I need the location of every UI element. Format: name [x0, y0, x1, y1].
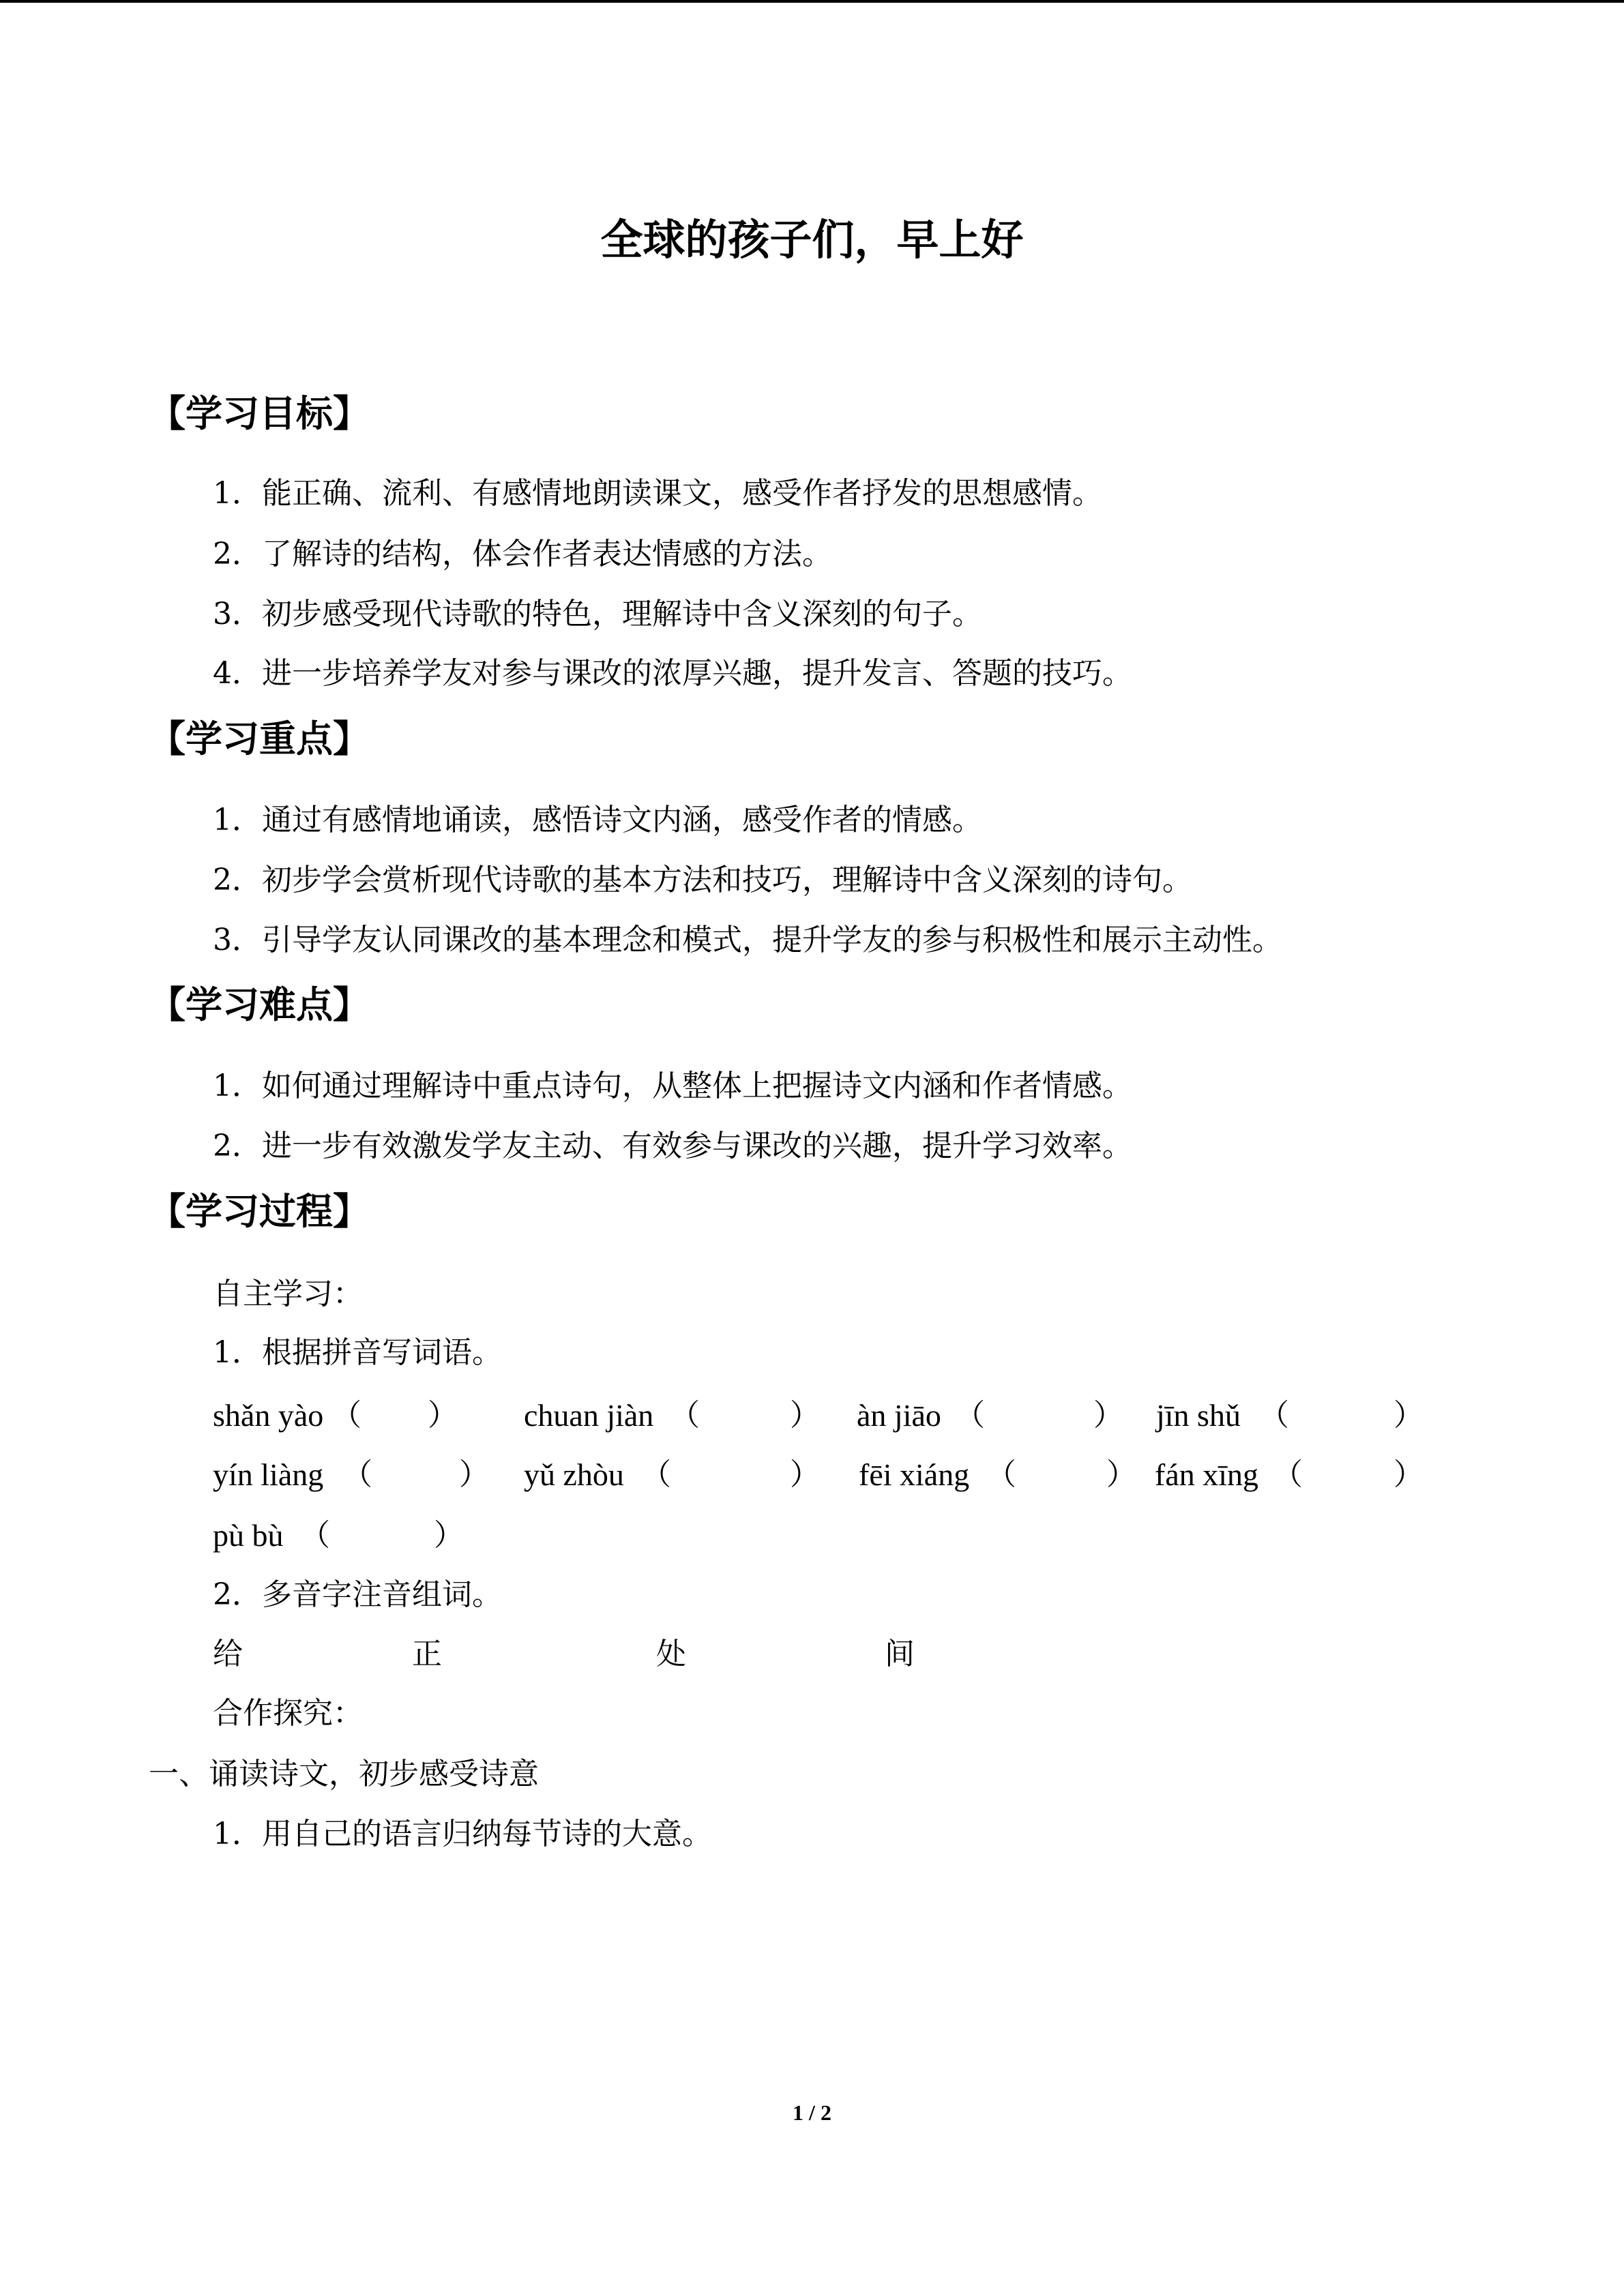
section-heading-difficulties: 【学习难点】: [149, 983, 370, 1026]
answer-paren-open: （: [300, 1518, 330, 1553]
answer-paren-close: ）: [1393, 1398, 1423, 1433]
answer-paren-close: ）: [1393, 1457, 1423, 1492]
goal-item: 2．了解诗的结构，体会作者表达情感的方法。: [213, 537, 832, 571]
pinyin-word: yǔ zhòu: [524, 1457, 624, 1492]
difficulty-item: 1．如何通过理解诗中重点诗句，从整体上把握诗文内涵和作者情感。: [213, 1069, 1132, 1103]
answer-paren-close: ）: [1093, 1398, 1123, 1433]
task-polyphone-instruction: 2．多音字注音组词。: [213, 1577, 502, 1612]
answer-paren-open: （: [670, 1398, 700, 1433]
polyphone-char: 正: [412, 1637, 442, 1671]
pinyin-word: shǎn yào: [213, 1398, 324, 1433]
part-one-heading: 一、诵读诗文，初步感受诗意: [149, 1757, 539, 1791]
pinyin-word: fēi xiáng: [859, 1457, 970, 1492]
part-one-task: 1．用自己的语言归纳每节诗的大意。: [213, 1817, 712, 1851]
answer-paren-open: （: [1259, 1398, 1289, 1433]
self-study-label: 自主学习：: [213, 1277, 363, 1311]
pinyin-word: pù bù: [213, 1518, 284, 1553]
pinyin-word: fán xīng: [1155, 1457, 1259, 1492]
goal-item: 4．进一步培养学友对参与课改的浓厚兴趣，提升发言、答题的技巧。: [213, 656, 1132, 691]
page-top-border: [0, 0, 1624, 3]
key-point-item: 3．引导学友认同课改的基本理念和模式，提升学友的参与积极性和展示主动性。: [213, 923, 1282, 957]
answer-paren-close: ）: [790, 1398, 820, 1433]
key-point-item: 1．通过有感情地诵读，感悟诗文内涵，感受作者的情感。: [213, 803, 982, 837]
answer-paren-open: （: [331, 1398, 361, 1433]
page-number: 1 / 2: [793, 2100, 831, 2125]
key-point-item: 2．初步学会赏析现代诗歌的基本方法和技巧，理解诗中含义深刻的诗句。: [213, 863, 1192, 897]
section-heading-key-points: 【学习重点】: [149, 717, 370, 760]
pinyin-word: yín liàng: [213, 1457, 324, 1492]
document-title: 全球的孩子们，早上好: [600, 215, 1024, 265]
goal-item: 1．能正确、流利、有感情地朗读课文，感受作者抒发的思想感情。: [213, 476, 1102, 511]
goal-item: 3．初步感受现代诗歌的特色，理解诗中含义深刻的句子。: [213, 597, 982, 631]
pinyin-word: àn jiāo: [857, 1398, 941, 1433]
pinyin-word: jīn shǔ: [1156, 1398, 1241, 1433]
polyphone-char: 处: [656, 1637, 686, 1671]
answer-paren-open: （: [342, 1457, 372, 1492]
section-heading-goals: 【学习目标】: [149, 392, 370, 435]
polyphone-char: 给: [213, 1637, 243, 1671]
answer-paren-open: （: [986, 1457, 1016, 1492]
cooperative-label: 合作探究：: [213, 1696, 363, 1731]
answer-paren-open: （: [641, 1457, 671, 1492]
difficulty-item: 2．进一步有效激发学友主动、有效参与课改的兴趣，提升学习效率。: [213, 1129, 1132, 1163]
answer-paren-open: （: [1273, 1457, 1303, 1492]
answer-paren-close: ）: [1106, 1457, 1136, 1492]
answer-paren-close: ）: [428, 1398, 458, 1433]
pinyin-word: chuan jiàn: [524, 1398, 654, 1433]
answer-paren-close: ）: [434, 1518, 464, 1553]
answer-paren-close: ）: [790, 1457, 820, 1492]
answer-paren-close: ）: [459, 1457, 489, 1492]
section-heading-process: 【学习过程】: [149, 1190, 370, 1233]
polyphone-char: 间: [885, 1637, 915, 1671]
answer-paren-open: （: [955, 1398, 985, 1433]
task-pinyin-instruction: 1．根据拼音写词语。: [213, 1335, 502, 1370]
